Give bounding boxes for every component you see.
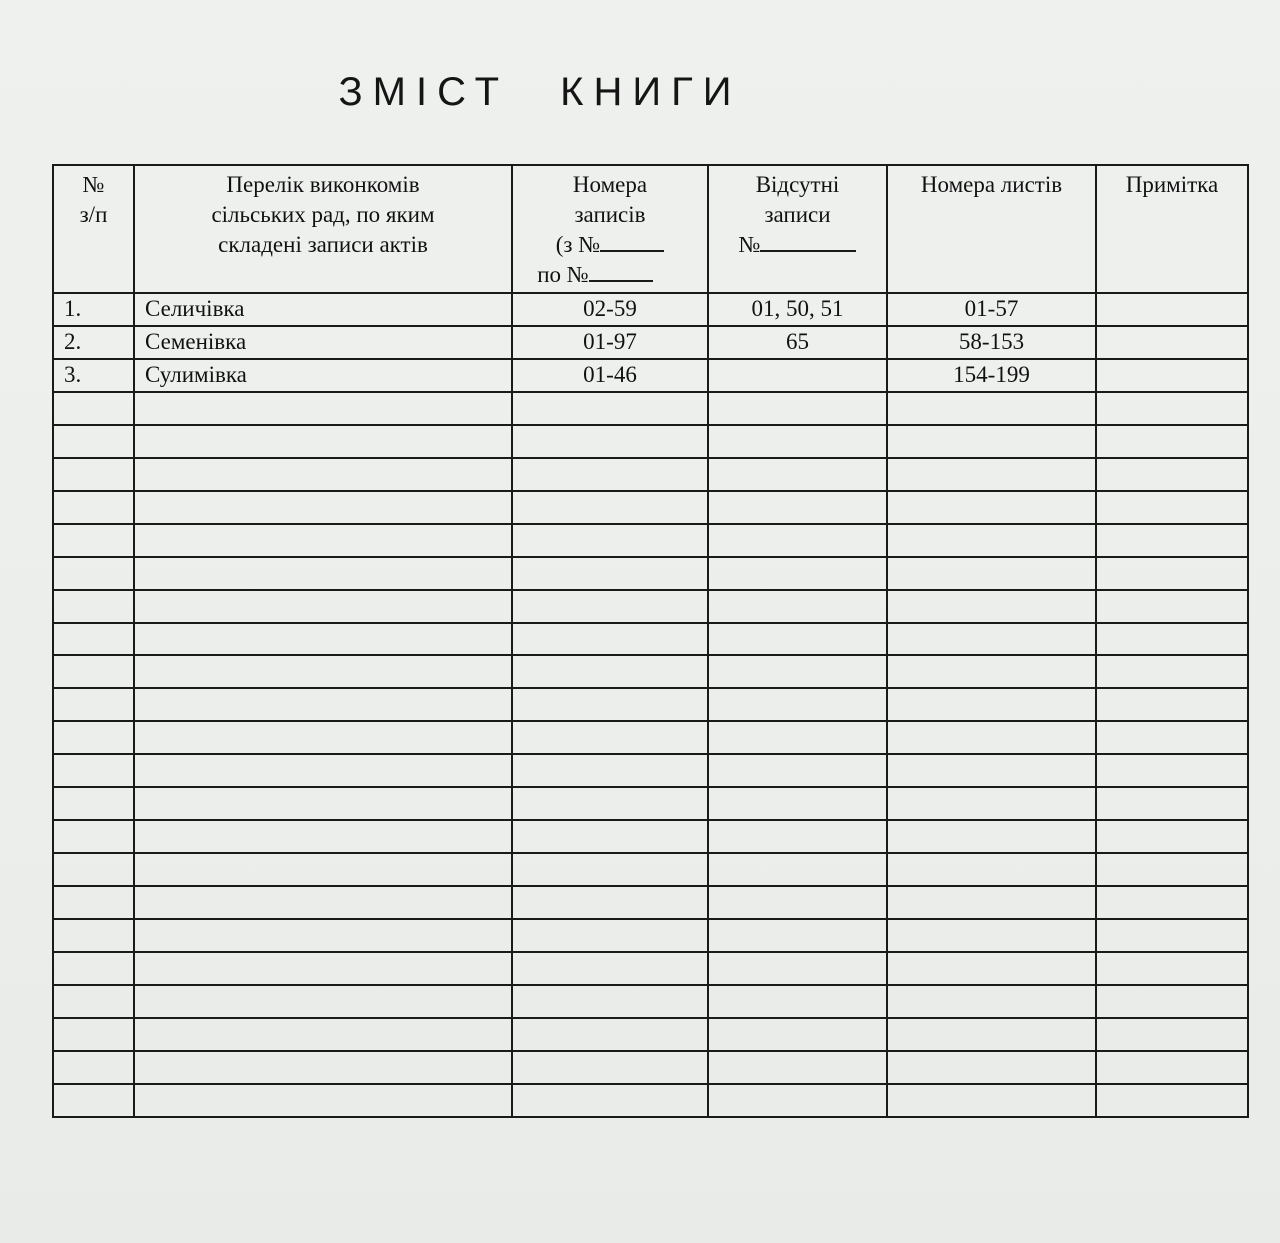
empty-cell xyxy=(1096,853,1248,886)
empty-table-row xyxy=(53,1018,1248,1051)
empty-cell xyxy=(512,721,708,754)
empty-table-row xyxy=(53,1084,1248,1117)
cell-num: 1. xyxy=(53,293,134,326)
empty-cell xyxy=(512,557,708,590)
empty-cell xyxy=(134,392,512,425)
empty-cell xyxy=(708,820,887,853)
cell-sheets: 01-57 xyxy=(887,293,1096,326)
empty-cell xyxy=(512,919,708,952)
empty-table-row xyxy=(53,392,1248,425)
empty-cell xyxy=(887,491,1096,524)
table-header-row xyxy=(53,165,1248,293)
empty-cell xyxy=(512,886,708,919)
empty-cell xyxy=(1096,623,1248,656)
empty-cell xyxy=(134,425,512,458)
empty-cell xyxy=(1096,688,1248,721)
empty-table-row xyxy=(53,524,1248,557)
empty-cell xyxy=(53,524,134,557)
empty-cell xyxy=(53,886,134,919)
empty-cell xyxy=(512,655,708,688)
table-row xyxy=(53,293,1248,326)
empty-cell xyxy=(1096,985,1248,1018)
cell-records: 02-59 xyxy=(512,293,708,326)
empty-cell xyxy=(1096,886,1248,919)
empty-cell xyxy=(708,688,887,721)
empty-cell xyxy=(512,1084,708,1117)
empty-cell xyxy=(887,1051,1096,1084)
header-missing: Відсутні записи № xyxy=(708,165,887,293)
empty-table-row xyxy=(53,952,1248,985)
cell-records: 01-46 xyxy=(512,359,708,392)
empty-cell xyxy=(512,590,708,623)
empty-cell xyxy=(134,985,512,1018)
empty-cell xyxy=(887,919,1096,952)
empty-table-row xyxy=(53,655,1248,688)
empty-cell xyxy=(53,688,134,721)
empty-cell xyxy=(134,886,512,919)
empty-cell xyxy=(887,1018,1096,1051)
empty-cell xyxy=(887,655,1096,688)
empty-table-row xyxy=(53,1051,1248,1084)
empty-cell xyxy=(708,1051,887,1084)
cell-num: 3. xyxy=(53,359,134,392)
empty-cell xyxy=(53,754,134,787)
empty-cell xyxy=(708,491,887,524)
empty-cell xyxy=(53,721,134,754)
empty-table-row xyxy=(53,688,1248,721)
empty-cell xyxy=(708,1084,887,1117)
empty-cell xyxy=(53,820,134,853)
empty-cell xyxy=(708,886,887,919)
empty-cell xyxy=(134,491,512,524)
empty-cell xyxy=(1096,787,1248,820)
empty-table-row xyxy=(53,886,1248,919)
header-sheets: Номера листів xyxy=(887,165,1096,293)
empty-cell xyxy=(134,787,512,820)
empty-cell xyxy=(1096,425,1248,458)
empty-cell xyxy=(708,721,887,754)
empty-cell xyxy=(53,392,134,425)
empty-cell xyxy=(134,919,512,952)
empty-cell xyxy=(134,524,512,557)
empty-cell xyxy=(512,491,708,524)
empty-cell xyxy=(512,458,708,491)
empty-cell xyxy=(708,655,887,688)
cell-council: Семенівка xyxy=(134,326,512,359)
empty-cell xyxy=(512,820,708,853)
empty-cell xyxy=(53,1018,134,1051)
empty-table-row xyxy=(53,458,1248,491)
empty-cell xyxy=(708,853,887,886)
empty-table-row xyxy=(53,754,1248,787)
cell-council: Селичівка xyxy=(134,293,512,326)
empty-cell xyxy=(1096,590,1248,623)
cell-num: 2. xyxy=(53,326,134,359)
empty-cell xyxy=(53,425,134,458)
empty-cell xyxy=(134,655,512,688)
empty-cell xyxy=(887,392,1096,425)
empty-table-row xyxy=(53,721,1248,754)
empty-cell xyxy=(512,425,708,458)
empty-cell xyxy=(53,952,134,985)
empty-cell xyxy=(708,458,887,491)
empty-cell xyxy=(512,1018,708,1051)
empty-cell xyxy=(708,590,887,623)
empty-cell xyxy=(708,787,887,820)
cell-sheets: 58-153 xyxy=(887,326,1096,359)
empty-cell xyxy=(1096,655,1248,688)
empty-cell xyxy=(134,952,512,985)
empty-cell xyxy=(134,458,512,491)
empty-cell xyxy=(708,623,887,656)
empty-cell xyxy=(1096,1051,1248,1084)
header-note: Примітка xyxy=(1096,165,1248,293)
empty-cell xyxy=(887,754,1096,787)
cell-note xyxy=(1096,359,1248,392)
empty-cell xyxy=(708,524,887,557)
empty-cell xyxy=(53,1051,134,1084)
empty-table-row xyxy=(53,425,1248,458)
empty-cell xyxy=(887,623,1096,656)
empty-cell xyxy=(134,853,512,886)
empty-cell xyxy=(512,392,708,425)
empty-cell xyxy=(53,557,134,590)
empty-cell xyxy=(887,886,1096,919)
empty-table-row xyxy=(53,590,1248,623)
empty-cell xyxy=(134,1051,512,1084)
empty-cell xyxy=(887,853,1096,886)
empty-cell xyxy=(708,754,887,787)
empty-cell xyxy=(512,787,708,820)
table-body xyxy=(53,293,1248,1117)
cell-note xyxy=(1096,326,1248,359)
empty-cell xyxy=(1096,557,1248,590)
empty-cell xyxy=(887,820,1096,853)
empty-cell xyxy=(512,952,708,985)
empty-cell xyxy=(887,1084,1096,1117)
cell-missing: 01, 50, 51 xyxy=(708,293,887,326)
empty-table-row xyxy=(53,985,1248,1018)
empty-cell xyxy=(53,623,134,656)
empty-cell xyxy=(512,524,708,557)
cell-missing xyxy=(708,359,887,392)
empty-table-row xyxy=(53,820,1248,853)
empty-cell xyxy=(1096,392,1248,425)
page-title: ЗМІСТ КНИГИ xyxy=(338,70,742,114)
empty-cell xyxy=(53,853,134,886)
empty-cell xyxy=(708,919,887,952)
empty-cell xyxy=(134,590,512,623)
empty-cell xyxy=(887,524,1096,557)
empty-table-row xyxy=(53,919,1248,952)
empty-cell xyxy=(1096,952,1248,985)
empty-cell xyxy=(512,623,708,656)
empty-cell xyxy=(53,787,134,820)
empty-cell xyxy=(887,985,1096,1018)
empty-cell xyxy=(53,985,134,1018)
empty-cell xyxy=(134,820,512,853)
cell-council: Сулимівка xyxy=(134,359,512,392)
empty-cell xyxy=(1096,1018,1248,1051)
empty-table-row xyxy=(53,623,1248,656)
empty-cell xyxy=(512,853,708,886)
empty-cell xyxy=(1096,919,1248,952)
cell-records: 01-97 xyxy=(512,326,708,359)
empty-cell xyxy=(708,557,887,590)
cell-sheets: 154-199 xyxy=(887,359,1096,392)
empty-cell xyxy=(53,1084,134,1117)
empty-cell xyxy=(887,590,1096,623)
empty-cell xyxy=(53,590,134,623)
empty-cell xyxy=(53,919,134,952)
empty-cell xyxy=(887,721,1096,754)
cell-note xyxy=(1096,293,1248,326)
empty-cell xyxy=(134,1084,512,1117)
empty-cell xyxy=(512,688,708,721)
empty-table-row xyxy=(53,787,1248,820)
empty-cell xyxy=(708,425,887,458)
empty-cell xyxy=(134,688,512,721)
empty-cell xyxy=(708,1018,887,1051)
empty-cell xyxy=(134,721,512,754)
empty-cell xyxy=(134,557,512,590)
empty-cell xyxy=(1096,754,1248,787)
empty-cell xyxy=(53,458,134,491)
empty-cell xyxy=(512,1051,708,1084)
empty-cell xyxy=(1096,1084,1248,1117)
empty-cell xyxy=(887,688,1096,721)
empty-cell xyxy=(708,952,887,985)
contents-table xyxy=(52,164,1249,1118)
empty-cell xyxy=(708,392,887,425)
empty-cell xyxy=(53,655,134,688)
empty-cell xyxy=(134,754,512,787)
empty-cell xyxy=(1096,524,1248,557)
empty-cell xyxy=(887,787,1096,820)
empty-table-row xyxy=(53,853,1248,886)
empty-cell xyxy=(512,754,708,787)
empty-cell xyxy=(134,623,512,656)
empty-cell xyxy=(1096,458,1248,491)
table-row xyxy=(53,359,1248,392)
empty-cell xyxy=(708,985,887,1018)
header-councils: Перелік виконкомів сільських рад, по яким складені записи актів xyxy=(134,165,512,293)
empty-table-row xyxy=(53,491,1248,524)
empty-cell xyxy=(887,425,1096,458)
empty-cell xyxy=(1096,491,1248,524)
empty-cell xyxy=(887,557,1096,590)
cell-missing: 65 xyxy=(708,326,887,359)
empty-cell xyxy=(134,1018,512,1051)
table-row xyxy=(53,326,1248,359)
empty-cell xyxy=(512,985,708,1018)
empty-cell xyxy=(53,491,134,524)
empty-cell xyxy=(1096,820,1248,853)
header-records: Номера записів (з № по № xyxy=(512,165,708,293)
empty-cell xyxy=(1096,721,1248,754)
empty-table-row xyxy=(53,557,1248,590)
empty-cell xyxy=(887,952,1096,985)
header-num: № з/п xyxy=(53,165,134,293)
empty-cell xyxy=(887,458,1096,491)
